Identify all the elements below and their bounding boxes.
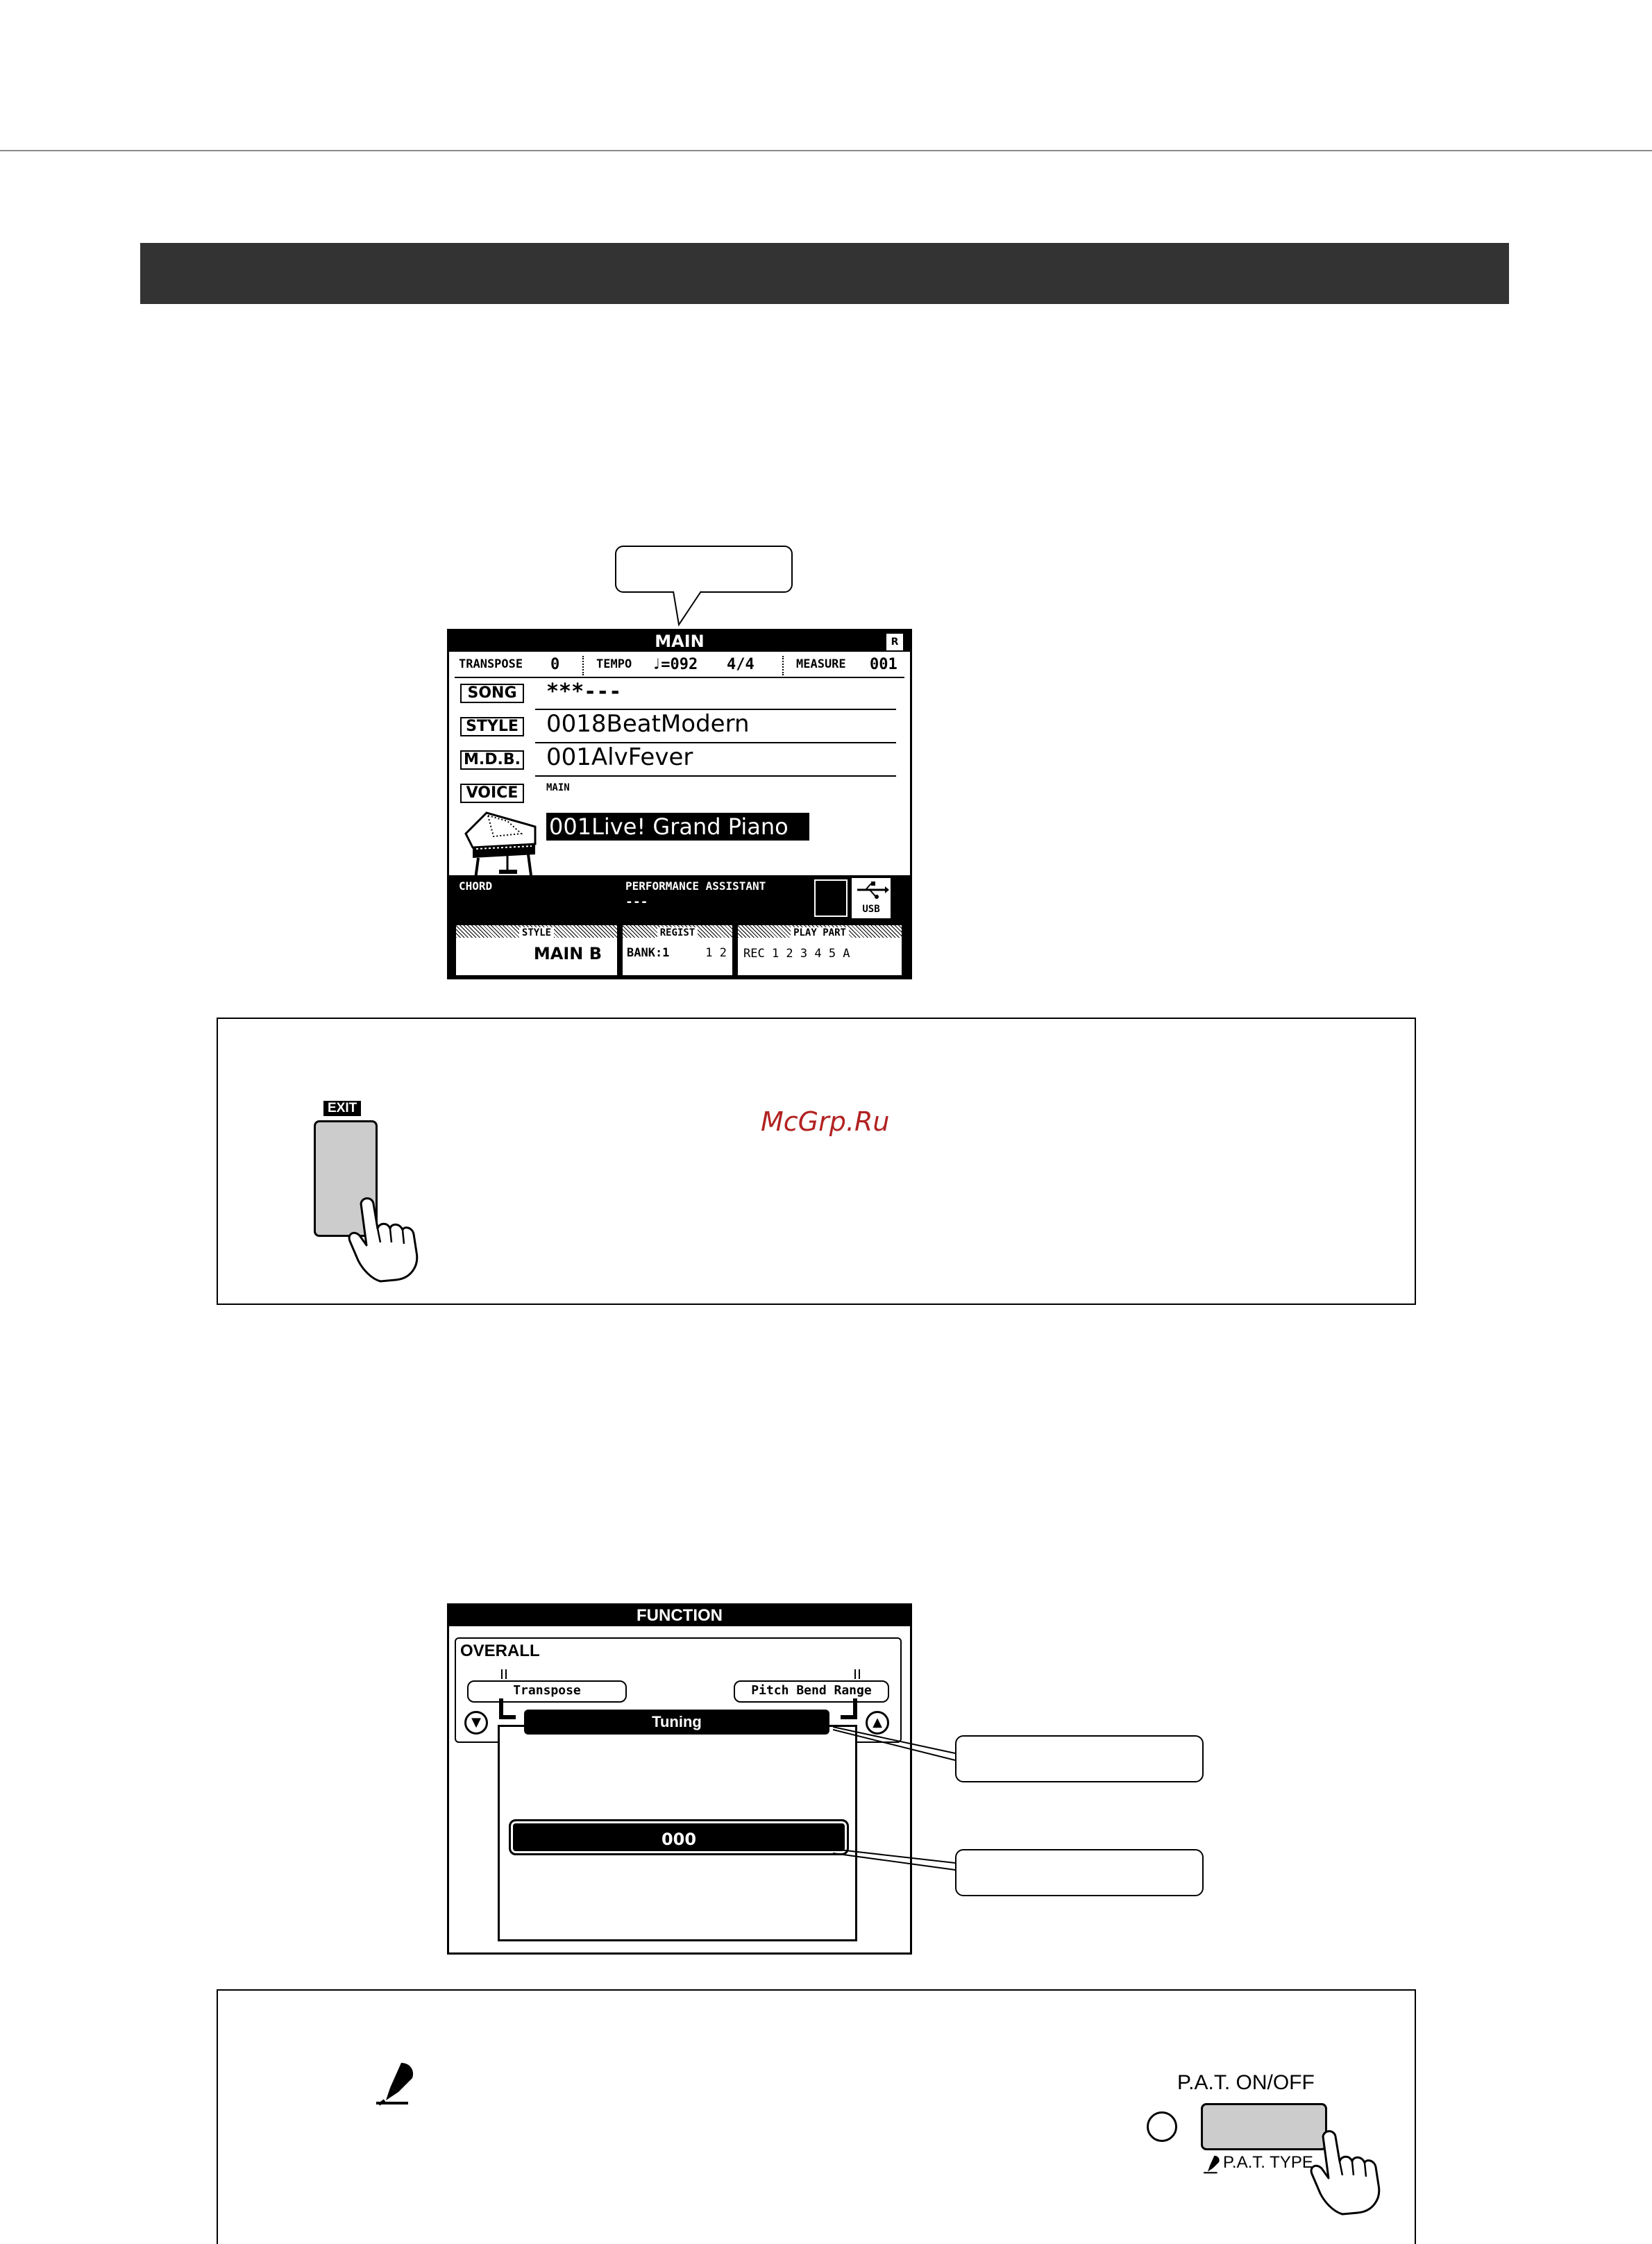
bracket-left bbox=[499, 1698, 516, 1719]
tuning-parameter-name: Tuning bbox=[524, 1710, 829, 1735]
status-underline bbox=[455, 677, 904, 678]
song-label: SONG bbox=[460, 684, 524, 703]
scroll-tick-right bbox=[854, 1669, 860, 1679]
usb-trident-icon bbox=[853, 879, 889, 900]
tuning-value: 000 bbox=[509, 1819, 849, 1855]
section-header-bar bbox=[140, 243, 1509, 304]
mdb-label: M.D.B. bbox=[460, 750, 524, 770]
voice-label: VOICE bbox=[460, 784, 524, 803]
scroll-tick-left bbox=[501, 1669, 507, 1679]
play-part-value: REC 1 2 3 4 5 A bbox=[743, 947, 850, 961]
pat-on-off-button[interactable] bbox=[1201, 2103, 1327, 2150]
main-screen-callout bbox=[615, 546, 793, 593]
pressing-hand-icon bbox=[1309, 2129, 1385, 2216]
memory-icon bbox=[814, 879, 848, 917]
voice-main-sublabel: MAIN bbox=[546, 782, 570, 793]
pressing-hand-icon bbox=[347, 1197, 423, 1283]
style-section-title: STYLE bbox=[519, 927, 554, 938]
pat-button-label: P.A.T. ON/OFF bbox=[1177, 2071, 1315, 2094]
play-part-title: PLAY PART bbox=[791, 927, 849, 938]
transpose-value: 0 bbox=[550, 656, 560, 673]
style-section bbox=[456, 925, 617, 975]
pat-indicator-lamp bbox=[1147, 2111, 1177, 2142]
transpose-tab[interactable]: Transpose bbox=[467, 1680, 627, 1703]
regist-numbers: 1 2 bbox=[705, 946, 727, 960]
measure-label: MEASURE bbox=[796, 657, 846, 671]
parameter-name-callout bbox=[955, 1735, 1204, 1782]
performance-assistant-label: PERFORMANCE ASSISTANT bbox=[625, 879, 766, 893]
style-value: 0018BeatModern bbox=[546, 710, 750, 738]
voice-value-highlighted: 001Live! Grand Piano bbox=[546, 813, 809, 841]
callout-leader-lines bbox=[833, 1721, 958, 1881]
main-display bbox=[447, 629, 912, 979]
pitch-bend-range-tab[interactable]: Pitch Bend Range bbox=[734, 1680, 889, 1703]
callout-pointer bbox=[666, 590, 708, 627]
parameter-value-callout bbox=[955, 1849, 1204, 1896]
scroll-down-icon[interactable]: ▼ bbox=[464, 1711, 488, 1735]
main-display-title-bar bbox=[449, 631, 910, 652]
measure-value: 001 bbox=[870, 656, 897, 673]
regist-section bbox=[623, 925, 732, 975]
function-display-title: FUNCTION bbox=[449, 1605, 910, 1626]
usb-label: USB bbox=[862, 904, 880, 915]
style-label: STYLE bbox=[460, 717, 524, 736]
transpose-label: TRANSPOSE bbox=[459, 657, 523, 671]
pat-type-small-icon bbox=[1202, 2154, 1222, 2174]
usb-icon bbox=[852, 878, 891, 918]
time-signature: 4/4 bbox=[727, 656, 755, 673]
bracket-right bbox=[841, 1698, 857, 1719]
pat-type-icon bbox=[373, 2060, 418, 2106]
song-value: ***--- bbox=[546, 680, 622, 704]
scroll-up-icon[interactable]: ▲ bbox=[866, 1711, 889, 1735]
grand-piano-icon bbox=[459, 806, 542, 882]
main-display-title: MAIN bbox=[655, 632, 705, 651]
mdb-underline bbox=[535, 775, 896, 777]
tempo-label: TEMPO bbox=[596, 657, 632, 671]
exit-button-label: EXIT bbox=[323, 1101, 361, 1116]
top-rule bbox=[0, 150, 1652, 151]
chord-label: CHORD bbox=[459, 879, 493, 893]
registration-badge: R bbox=[886, 634, 903, 650]
style-section-value: MAIN B bbox=[533, 944, 602, 963]
watermark: McGrp.Ru bbox=[761, 1106, 890, 1137]
performance-assistant-value: --- bbox=[625, 895, 648, 909]
mdb-value: 001AlvFever bbox=[546, 743, 693, 771]
pat-type-label: P.A.T. TYPE bbox=[1223, 2153, 1313, 2172]
bank-value: BANK:1 bbox=[627, 946, 670, 960]
tempo-value: ♩=092 bbox=[652, 656, 698, 673]
overall-group-label: OVERALL bbox=[460, 1642, 540, 1660]
regist-section-title: REGIST bbox=[657, 927, 698, 938]
play-part-section bbox=[738, 925, 902, 975]
status-divider bbox=[782, 656, 784, 675]
status-divider bbox=[582, 656, 584, 675]
